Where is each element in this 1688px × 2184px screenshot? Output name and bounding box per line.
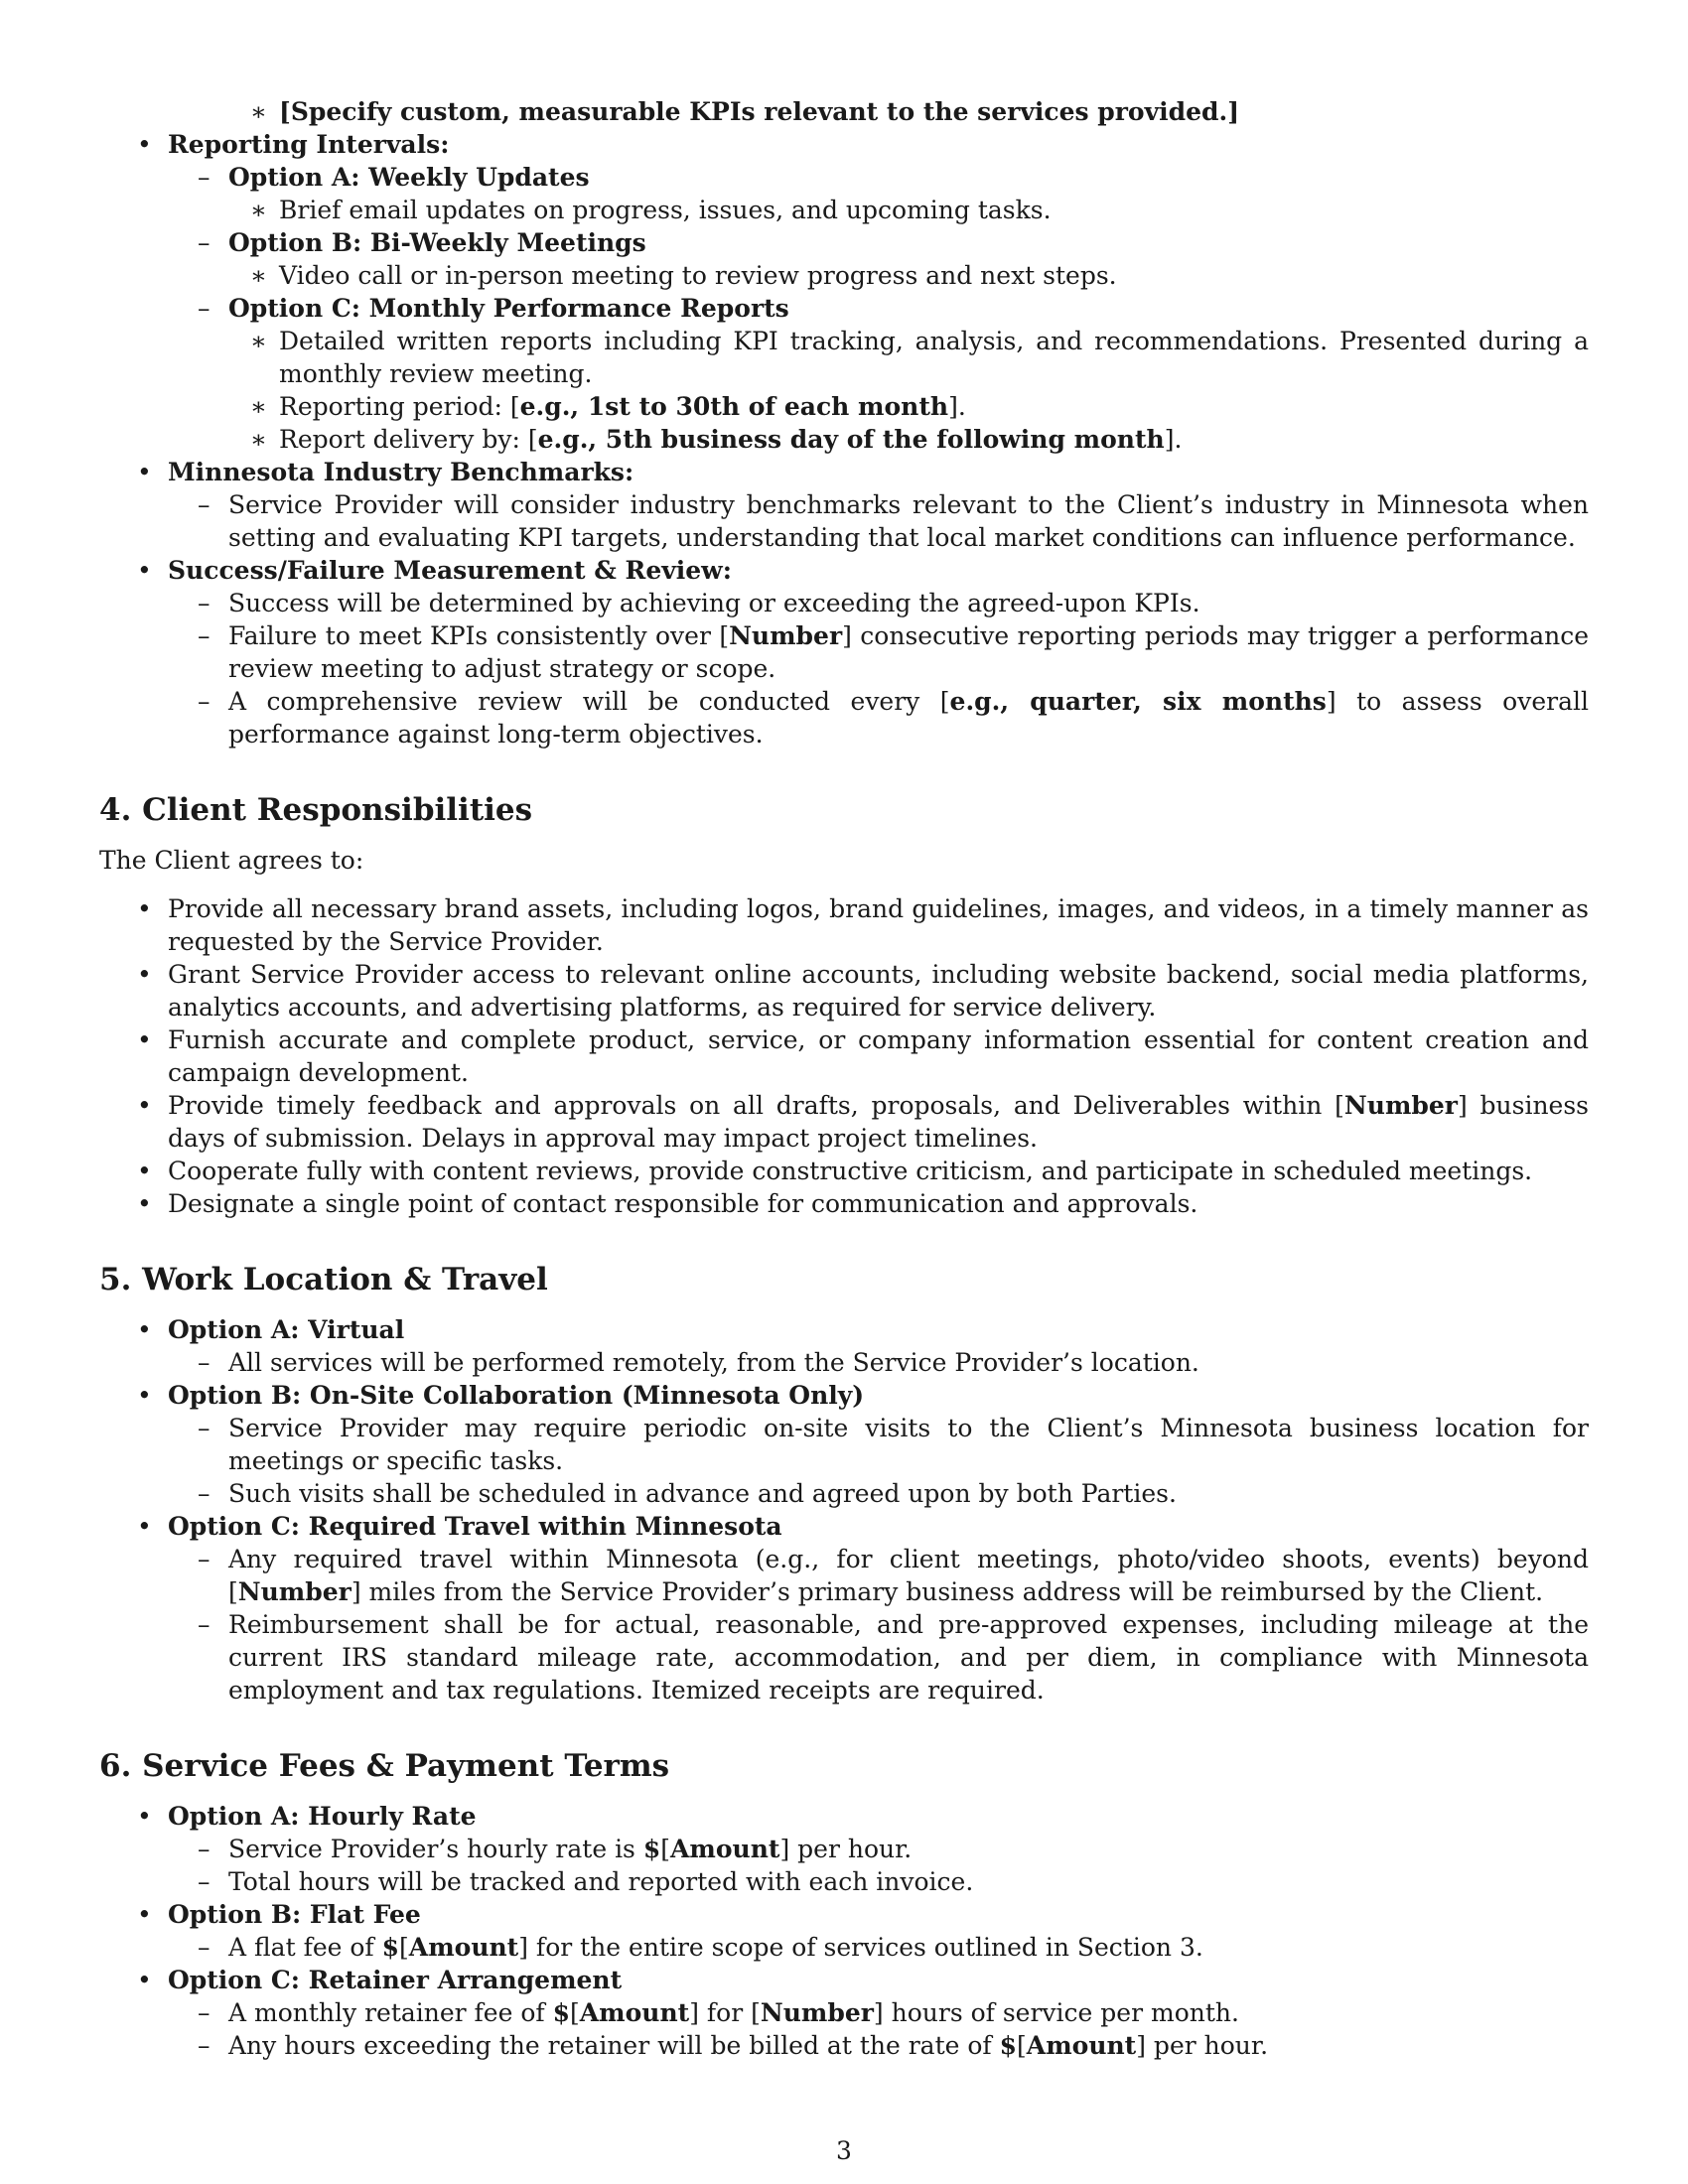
bullet-marker: • xyxy=(137,1189,152,1218)
list-text: ] for [ xyxy=(689,1998,761,2027)
option-title: Option A: Hourly Rate xyxy=(168,1802,477,1831)
dash-marker: – xyxy=(198,228,211,257)
list-text: Grant Service Provider access to relevant online accounts, including website backend, social media platforms, analytics accounts, and advertising platforms, as required for service delivery. xyxy=(168,960,1589,1022)
placeholder-text: Number xyxy=(1343,1091,1458,1120)
list-heading: Success/Failure Measurement & Review: xyxy=(168,556,732,585)
list-text: Designate a single point of contact responsible for communication and approvals. xyxy=(168,1189,1198,1218)
list-item xyxy=(99,1313,1589,1346)
placeholder-text: Number xyxy=(237,1577,352,1606)
bullet-marker: • xyxy=(137,1802,152,1831)
list-item xyxy=(99,325,1589,390)
dash-marker: – xyxy=(198,163,211,192)
document-page xyxy=(99,95,1589,2062)
list-text: Report delivery by: [ xyxy=(279,425,538,454)
list-item xyxy=(99,1346,1589,1379)
list-text: All services will be performed remotely, from the Service Provider’s location. xyxy=(228,1348,1199,1377)
list-item xyxy=(99,1833,1589,1865)
list-item xyxy=(99,554,1589,587)
list-text: [ xyxy=(660,1835,671,1863)
dash-marker: – xyxy=(198,1933,211,1962)
list-item xyxy=(99,1931,1589,1964)
star-marker: ∗ xyxy=(250,392,267,421)
list-text: A flat fee of xyxy=(228,1933,382,1962)
placeholder-text: Number xyxy=(760,1998,874,2027)
star-marker: ∗ xyxy=(250,97,267,126)
list-item xyxy=(99,1024,1589,1089)
list-text: [ xyxy=(570,1998,580,2027)
list-item xyxy=(99,1477,1589,1510)
bullet-marker: • xyxy=(137,1900,152,1929)
list-text: Video call or in-person meeting to review progress and next steps. xyxy=(279,261,1117,290)
dash-marker: – xyxy=(198,1545,211,1573)
list-item xyxy=(99,1964,1589,1996)
bullet-marker: • xyxy=(137,894,152,923)
list-text: Service Provider will consider industry benchmarks relevant to the Client’s industry in Minnesota when setting and evaluating KPI targets, understanding that local market conditions can influence performance. xyxy=(228,490,1589,552)
list-item xyxy=(99,1865,1589,1898)
star-marker: ∗ xyxy=(250,196,267,224)
star-marker: ∗ xyxy=(250,261,267,290)
list-text: Provide timely feedback and approvals on all drafts, proposals, and Deliverables within [ xyxy=(168,1091,1344,1120)
list-text: Cooperate fully with content reviews, provide constructive criticism, and participate in scheduled meetings. xyxy=(168,1157,1533,1185)
list-item xyxy=(99,1996,1589,2029)
list-text: [ xyxy=(399,1933,409,1962)
option-title: Option B: Flat Fee xyxy=(168,1900,421,1929)
dash-marker: – xyxy=(198,1998,211,2027)
list-text: Service Provider’s hourly rate is xyxy=(228,1835,643,1863)
list-text: Provide all necessary brand assets, including logos, brand guidelines, images, and videos, in a timely manner as requested by the Service Provider. xyxy=(168,894,1589,956)
bullet-marker: • xyxy=(137,1966,152,1994)
section-intro: The Client agrees to: xyxy=(99,846,364,875)
placeholder-text: Amount xyxy=(1026,2031,1137,2060)
placeholder-text: Amount xyxy=(670,1835,780,1863)
dash-marker: – xyxy=(198,1479,211,1508)
list-item xyxy=(99,685,1589,751)
dash-marker: – xyxy=(198,621,211,650)
list-item xyxy=(99,1543,1589,1608)
list-text: Failure to meet KPIs consistently over [ xyxy=(228,621,730,650)
list-item xyxy=(99,619,1589,685)
bullet-marker: • xyxy=(137,1381,152,1410)
star-marker: ∗ xyxy=(250,327,267,355)
list-item xyxy=(99,1608,1589,1706)
list-text: Reporting period: [ xyxy=(279,392,520,421)
placeholder-text: Number xyxy=(729,621,843,650)
list-text: Brief email updates on progress, issues, and upcoming tasks. xyxy=(279,196,1052,224)
list-text: A comprehensive review will be conducted every [ xyxy=(228,687,950,716)
list-text: ] business days of submission. Delays in approval may impact project timelines. xyxy=(168,1091,1590,1153)
dash-marker: – xyxy=(198,294,211,323)
list-text: Total hours will be tracked and reported with each invoice. xyxy=(228,1867,974,1896)
bullet-marker: • xyxy=(137,1157,152,1185)
list-text: Success will be determined by achieving or exceeding the agreed-upon KPIs. xyxy=(228,589,1200,617)
list-item xyxy=(99,1187,1589,1220)
list-item xyxy=(99,259,1589,292)
list-item xyxy=(99,1510,1589,1543)
dash-marker: – xyxy=(198,2031,211,2060)
placeholder-text: Amount xyxy=(579,1998,690,2027)
list-item: ∗ Reporting period: [e.g., 1st to 30th of each month]. xyxy=(250,392,966,421)
option-title: Option A: Weekly Updates xyxy=(228,163,590,192)
list-text: ] consecutive reporting periods may trigger a performance review meeting to adjust strategy or scope. xyxy=(228,621,1589,683)
list-text: Any required travel within Minnesota (e.g., for client meetings, photo/video shoots, events) beyond [ xyxy=(228,1545,1589,1606)
list-text: ] per hour. xyxy=(1136,2031,1269,2060)
list-text: Furnish accurate and complete product, service, or company information essential for content creation and campaign development. xyxy=(168,1025,1589,1087)
list-item xyxy=(99,292,1589,325)
dash-marker: – xyxy=(198,687,211,716)
dash-marker: – xyxy=(198,1348,211,1377)
bullet-marker: • xyxy=(137,130,152,159)
list-text: Service Provider may require periodic on-site visits to the Client’s Minnesota business location for meetings or specific tasks. xyxy=(228,1414,1589,1475)
option-title: Option A: Virtual xyxy=(168,1315,405,1344)
placeholder-text: e.g., quarter, six months xyxy=(949,687,1327,716)
list-text: ] for the entire scope of services outlined in Section 3. xyxy=(518,1933,1203,1962)
placeholder-text: [Specify custom, measurable KPIs relevant to the services provided.] xyxy=(279,97,1240,126)
option-title: Option B: Bi-Weekly Meetings xyxy=(228,228,646,257)
list-text: Reimbursement shall be for actual, reasonable, and pre-approved expenses, including mileage at the current IRS standard mileage rate, accommodation, and per diem, in compliance with Minnesota employment and tax regulations. Itemized receipts are required. xyxy=(228,1610,1589,1705)
placeholder-text: Amount xyxy=(408,1933,519,1962)
list-item xyxy=(99,1412,1589,1477)
dash-marker: – xyxy=(198,589,211,617)
dash-marker: – xyxy=(198,1867,211,1896)
bullet-marker: • xyxy=(137,1315,152,1344)
bullet-marker: • xyxy=(137,556,152,585)
list-item xyxy=(99,226,1589,259)
bullet-marker: • xyxy=(137,1512,152,1541)
dash-marker: – xyxy=(198,490,211,519)
bullet-marker: • xyxy=(137,1091,152,1120)
list-item xyxy=(99,95,1589,128)
list-item xyxy=(99,128,1589,161)
list-text: ] per hour. xyxy=(779,1835,913,1863)
page-number: 3 xyxy=(836,2136,852,2165)
placeholder-text: e.g., 1st to 30th of each month xyxy=(519,392,949,421)
placeholder-text: $ xyxy=(381,1933,400,1962)
list-item xyxy=(99,488,1589,554)
placeholder-text: $ xyxy=(999,2031,1018,2060)
dash-marker: – xyxy=(198,1835,211,1863)
list-heading: Reporting Intervals: xyxy=(168,130,450,159)
list-item: ∗ Report delivery by: [e.g., 5th business day of the following month]. xyxy=(250,425,1183,454)
list-item xyxy=(99,456,1589,488)
list-heading: Minnesota Industry Benchmarks: xyxy=(168,458,634,486)
list-item xyxy=(99,1800,1589,1833)
list-item xyxy=(99,1155,1589,1187)
option-title: Option C: Monthly Performance Reports xyxy=(228,294,789,323)
option-title: Option C: Required Travel within Minnesota xyxy=(168,1512,782,1541)
list-item xyxy=(99,892,1589,958)
list-item xyxy=(99,194,1589,226)
list-text: ] miles from the Service Provider’s primary business address will be reimbursed by the Client. xyxy=(351,1577,1544,1606)
star-marker: ∗ xyxy=(250,425,267,454)
list-text: Any hours exceeding the retainer will be billed at the rate of xyxy=(228,2031,1000,2060)
list-text: Such visits shall be scheduled in advance and agreed upon by both Parties. xyxy=(228,1479,1177,1508)
list-item xyxy=(99,2029,1589,2062)
list-item xyxy=(99,587,1589,619)
section-heading: 6. Service Fees & Payment Terms xyxy=(99,1748,670,1784)
list-item xyxy=(99,161,1589,194)
list-item xyxy=(99,958,1589,1024)
option-title: Option C: Retainer Arrangement xyxy=(168,1966,623,1994)
placeholder-text: e.g., 5th business day of the following month xyxy=(537,425,1165,454)
list-text: ] to assess overall performance against long-term objectives. xyxy=(228,687,1589,749)
list-item xyxy=(99,1089,1589,1155)
placeholder-text: $ xyxy=(552,1998,571,2027)
option-title: Option B: On-Site Collaboration (Minnesota Only) xyxy=(168,1381,865,1410)
list-text: A monthly retainer fee of xyxy=(228,1998,553,2027)
bullet-marker: • xyxy=(137,960,152,989)
dash-marker: – xyxy=(198,1610,211,1639)
list-item xyxy=(99,1898,1589,1931)
bullet-marker: • xyxy=(137,1025,152,1054)
section-heading: 4. Client Responsibilities xyxy=(99,792,533,828)
dash-marker: – xyxy=(198,1414,211,1442)
bullet-marker: • xyxy=(137,458,152,486)
section-heading: 5. Work Location & Travel xyxy=(99,1262,548,1297)
list-text: [ xyxy=(1017,2031,1027,2060)
list-item xyxy=(99,1379,1589,1412)
placeholder-text: $ xyxy=(642,1835,661,1863)
list-text: Detailed written reports including KPI tracking, analysis, and recommendations. Presented during a monthly review meeting. xyxy=(279,327,1589,388)
list-text: ] hours of service per month. xyxy=(873,1998,1239,2027)
